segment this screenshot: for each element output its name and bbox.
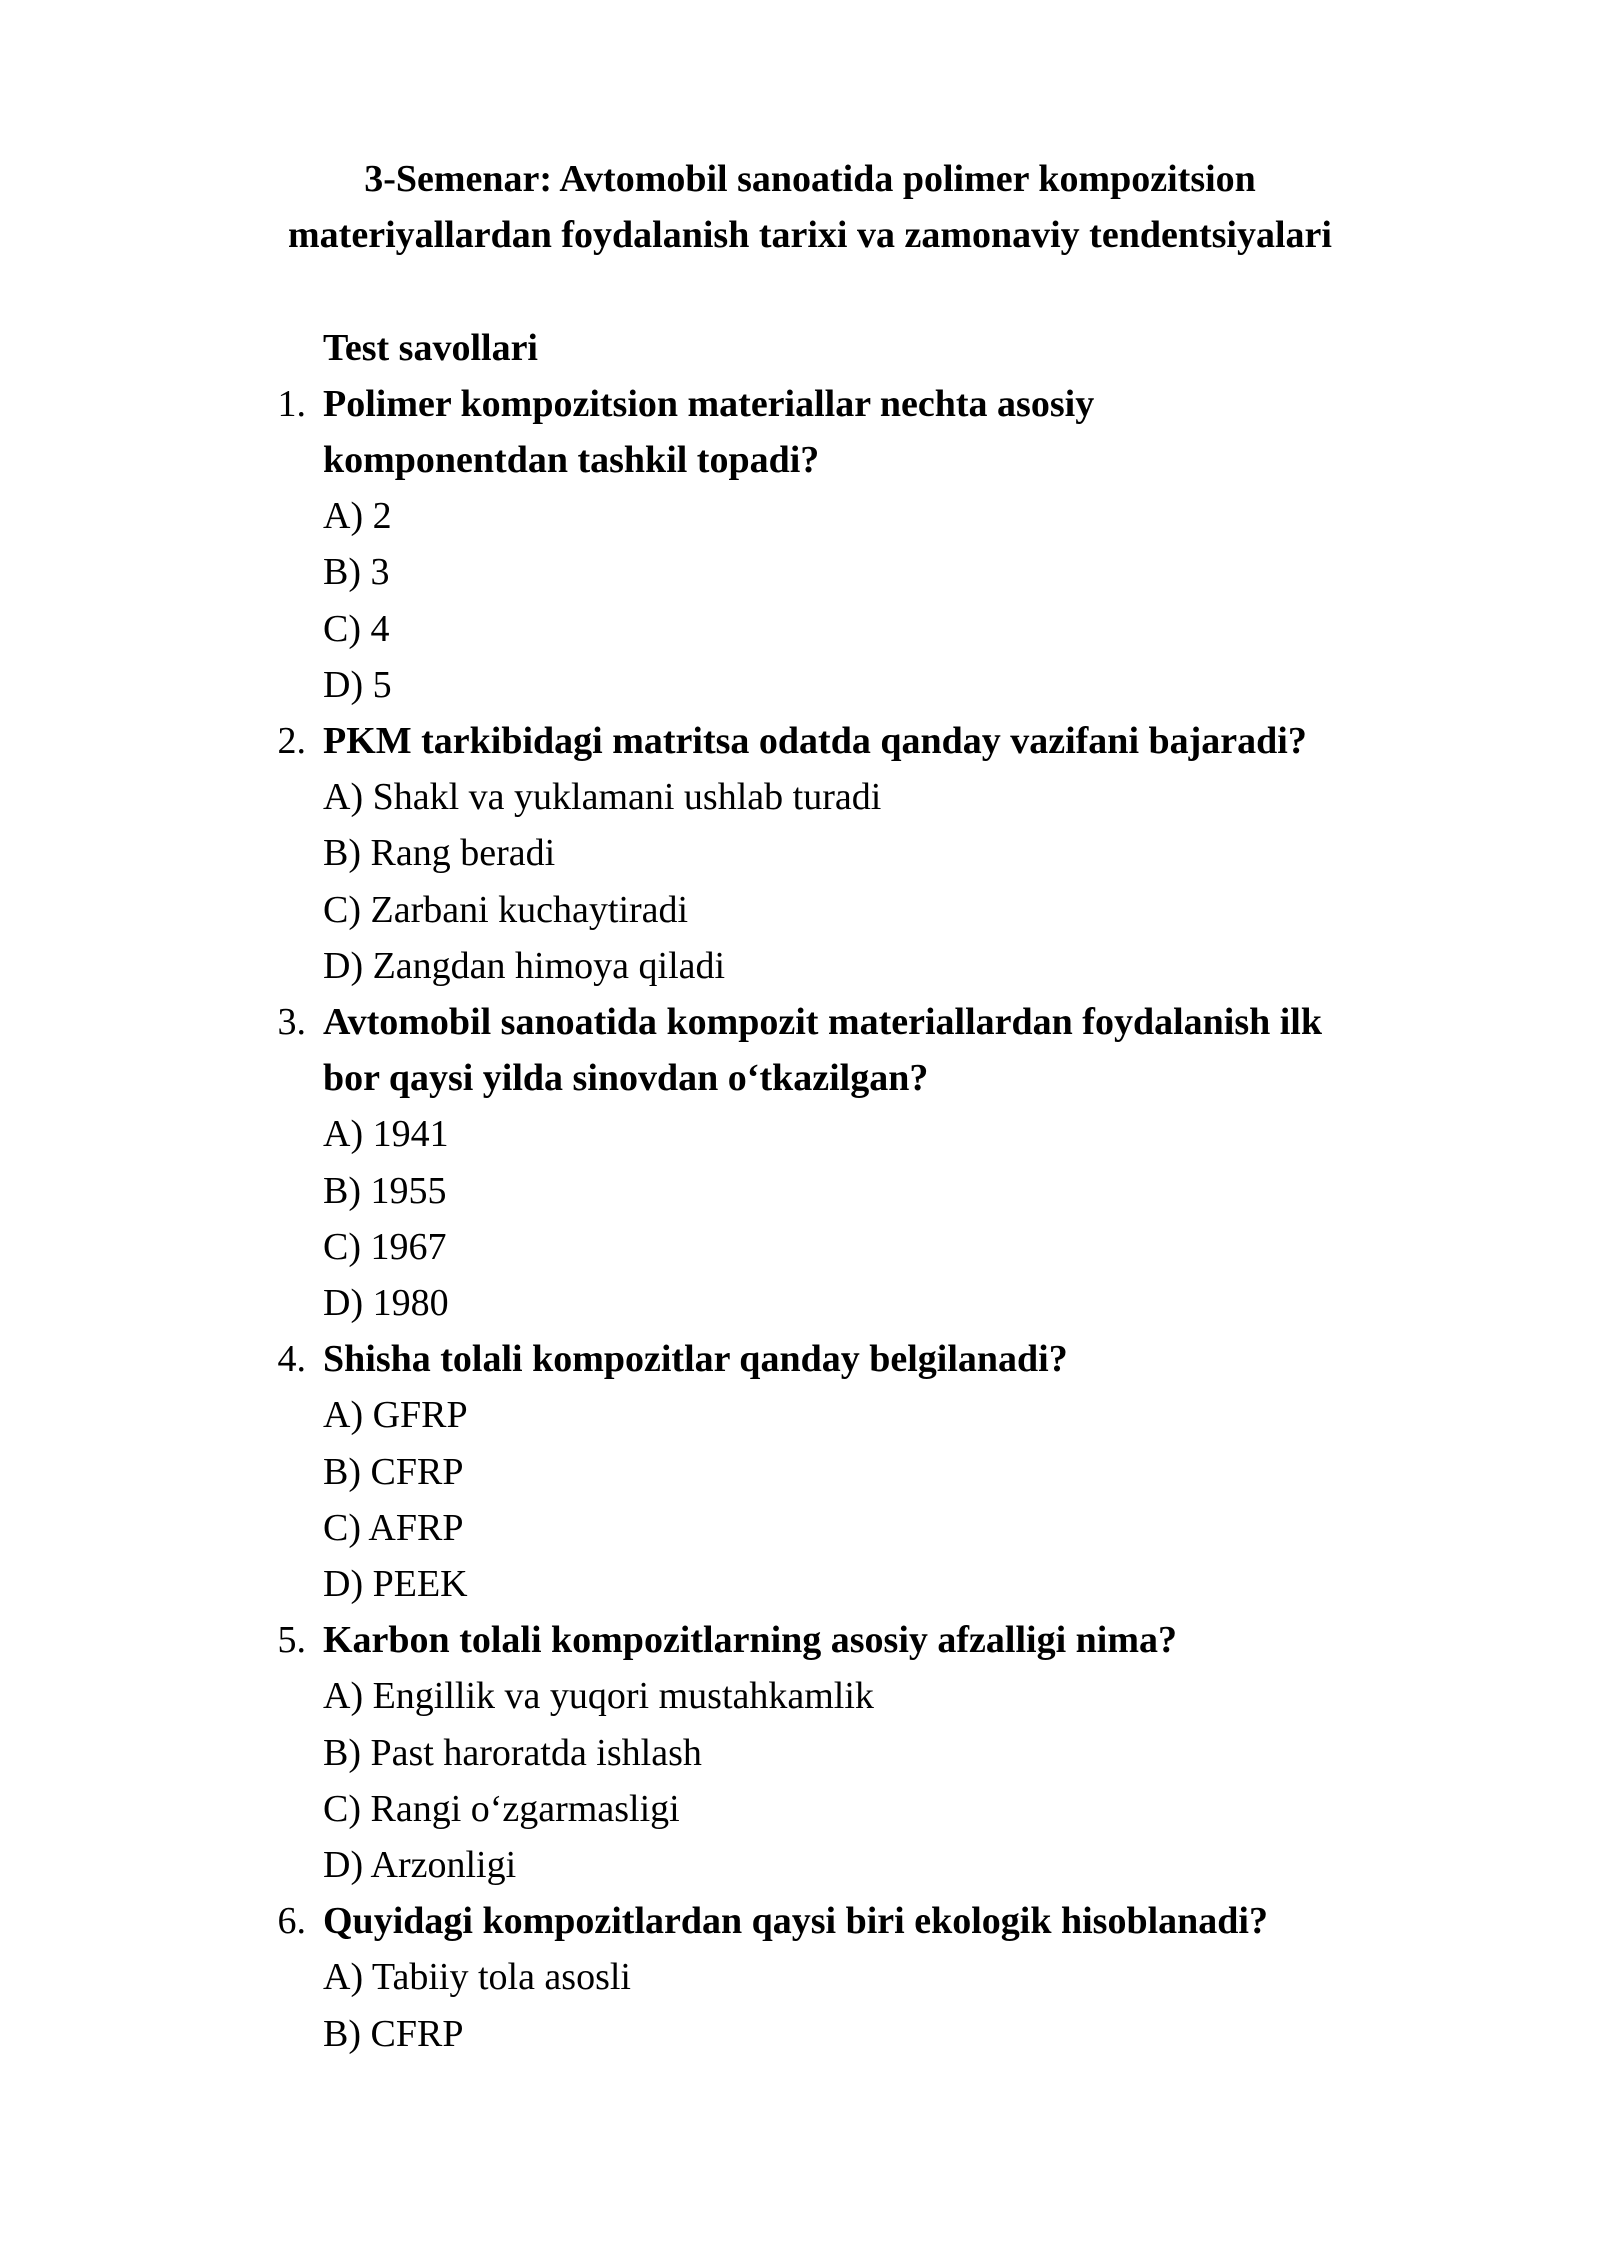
question-text: Quyidagi kompozitlardan qaysi biri ekologik hisoblanadi? [323,1900,1268,1943]
answer-option: A) Engillik va yuqori mustahkamlik [323,1675,874,1718]
answer-option: B) 1955 [323,1169,447,1212]
answer-option: A) Tabiiy tola asosli [323,1956,631,1999]
answer-option: B) Rang beradi [323,832,556,875]
answer-option: A) 2 [323,495,392,538]
question-text: Karbon tolali kompozitlarning asosiy afzalligi nima? [323,1619,1177,1662]
answer-option: B) 3 [323,551,390,594]
answer-option: A) 1941 [323,1113,449,1156]
answer-option: B) Past haroratda ishlash [323,1731,702,1774]
question-text: Shisha tolali kompozitlar qanday belgilanadi? [323,1338,1068,1381]
question-number: 1. [277,382,306,425]
question-1 [0,376,1600,713]
document-title [0,151,1600,263]
answer-option: D) 1980 [323,1282,449,1325]
answer-option: D) PEEK [323,1563,468,1606]
question-5 [0,1612,1600,1893]
question-text: Avtomobil sanoatida kompozit materiallardan foydalanish ilk [323,1001,1323,1044]
question-number: 4. [277,1338,306,1381]
question-4 [0,1331,1600,1612]
answer-option: B) CFRP [323,2012,464,2055]
section-heading: Test savollari [323,326,538,369]
answer-option: A) Shakl va yuklamani ushlab turadi [323,776,882,819]
answer-option: C) 4 [323,607,390,650]
question-text: PKM tarkibidagi matritsa odatda qanday vazifani bajaradi? [323,720,1307,763]
answer-option: C) 1967 [323,1225,447,1268]
question-6 [0,1893,1600,2062]
question-number: 5. [277,1619,306,1662]
answer-option: D) 5 [323,663,392,706]
question-number: 2. [277,720,306,763]
answer-option: A) GFRP [323,1394,468,1437]
answer-option: C) AFRP [323,1506,464,1549]
question-text: bor qaysi yilda sinovdan o‘tkazilgan? [323,1057,929,1100]
question-text: Polimer kompozitsion materiallar nechta asosiy [323,382,1095,425]
answer-option: D) Zangdan himoya qiladi [323,944,726,987]
answer-option: D) Arzonligi [323,1844,517,1887]
answer-option: B) CFRP [323,1450,464,1493]
title-line: materiyallardan foydalanish tarixi va zamonaviy tendentsiyalari [288,214,1332,257]
question-text: komponentdan tashkil topadi? [323,439,820,481]
answer-option: C) Rangi o‘zgarmasligi [323,1787,680,1830]
question-number: 3. [277,1001,306,1044]
question-3 [0,994,1600,1331]
question-2 [0,713,1600,994]
answer-option: C) Zarbani kuchaytiradi [323,888,689,931]
title-line: 3-Semenar: Avtomobil sanoatida polimer kompozitsion [364,158,1256,200]
question-number: 6. [277,1900,306,1943]
